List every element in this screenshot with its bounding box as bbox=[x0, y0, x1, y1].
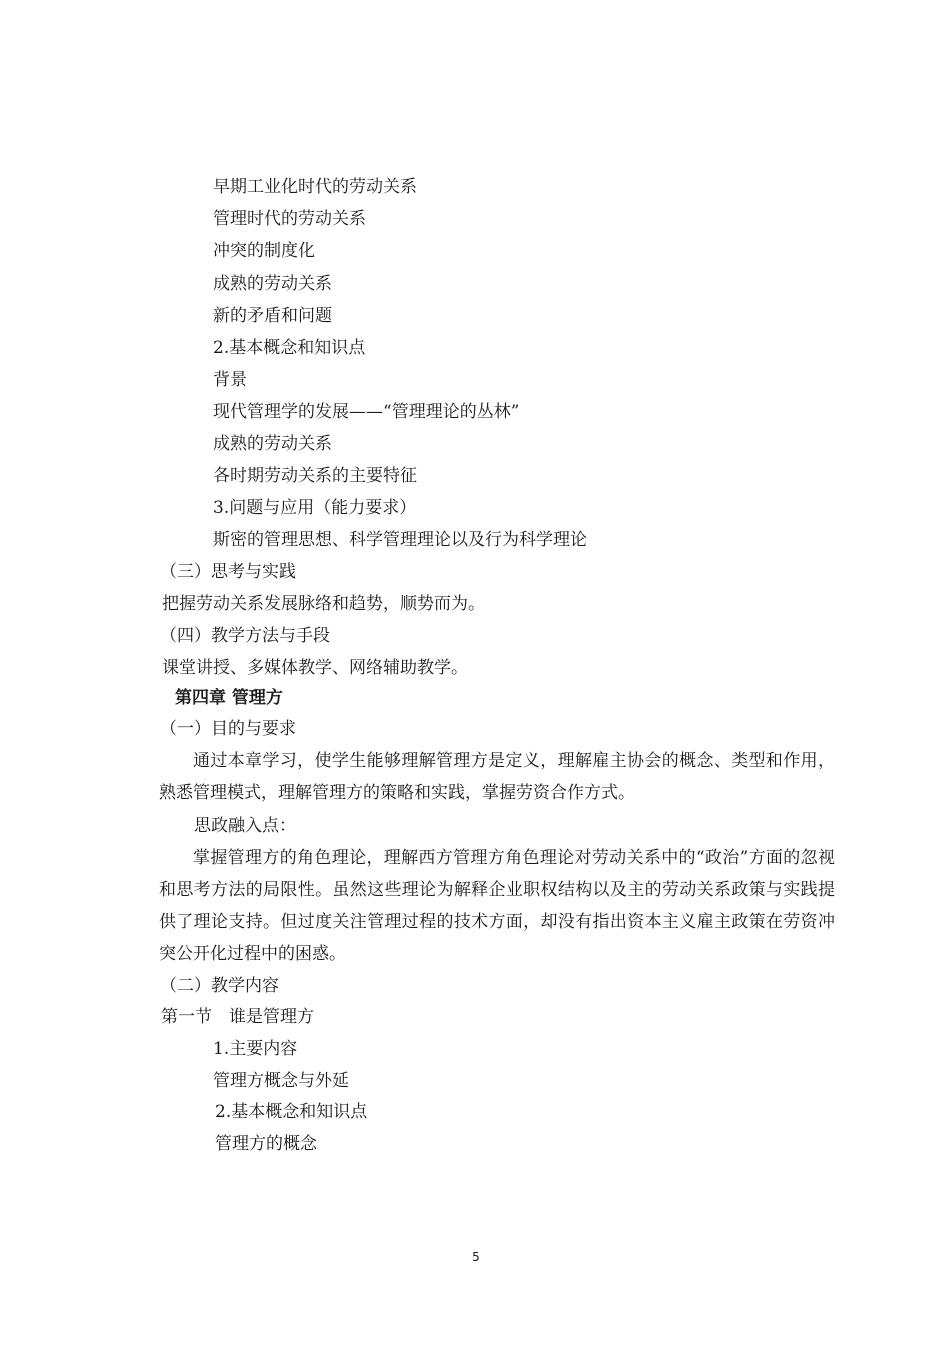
section-heading-who-is-management: 第一节 谁是管理方 bbox=[161, 1007, 314, 1027]
chapter-title: 第四章 管理方 bbox=[175, 688, 283, 708]
outline-line: 现代管理学的发展——“管理理论的丛林” bbox=[213, 402, 520, 422]
section-title-methods: （四）教学方法与手段 bbox=[160, 626, 330, 646]
content-item: 管理方概念与外延 bbox=[213, 1071, 349, 1091]
section-text-think-practice: 把握劳动关系发展脉络和趋势，顺势而为。 bbox=[162, 594, 485, 614]
outline-line: 早期工业化时代的劳动关系 bbox=[213, 177, 417, 197]
outline-line: 成熟的劳动关系 bbox=[213, 274, 332, 294]
outline-line: 各时期劳动关系的主要特征 bbox=[213, 466, 417, 486]
content-item: 管理方的概念 bbox=[215, 1134, 317, 1154]
outline-line: 管理时代的劳动关系 bbox=[213, 209, 366, 229]
section-title-goals: （一）目的与要求 bbox=[160, 719, 296, 739]
page-number: 5 bbox=[472, 1250, 480, 1264]
sizheng-label: 思政融入点： bbox=[194, 816, 296, 836]
sizheng-paragraph: 掌握管理方的角色理论，理解西方管理方角色理论对劳动关系中的“政治”方面的忽视和思考方法的局限性。虽然这些理论为解释企业职权结构以及主的劳动关系政策与实践提供了理论支持。但过度关注管理过程的技术方面，却没有指出资本主义雇主政策在劳资冲突公开化过程中的困惑。 bbox=[159, 848, 835, 964]
section-text-methods: 课堂讲授、多媒体教学、网络辅助教学。 bbox=[162, 658, 468, 678]
content-item: 1.主要内容 bbox=[213, 1039, 298, 1059]
outline-line: 2.基本概念和知识点 bbox=[213, 338, 366, 358]
outline-line: 新的矛盾和问题 bbox=[213, 306, 332, 326]
outline-line: 成熟的劳动关系 bbox=[213, 434, 332, 454]
section-title-think-practice: （三）思考与实践 bbox=[160, 562, 296, 582]
outline-line: 3.问题与应用（能力要求） bbox=[213, 498, 417, 518]
section-title-content: （二）教学内容 bbox=[160, 976, 279, 996]
content-item: 2.基本概念和知识点 bbox=[215, 1102, 368, 1122]
outline-line: 背景 bbox=[213, 370, 247, 390]
goals-paragraph: 通过本章学习，使学生能够理解管理方是定义，理解雇主协会的概念、类型和作用，熟悉管理模式，理解管理方的策略和实践，掌握劳资合作方式。 bbox=[159, 751, 835, 803]
outline-line: 斯密的管理思想、科学管理理论以及行为科学理论 bbox=[213, 530, 587, 550]
outline-line: 冲突的制度化 bbox=[213, 241, 315, 261]
